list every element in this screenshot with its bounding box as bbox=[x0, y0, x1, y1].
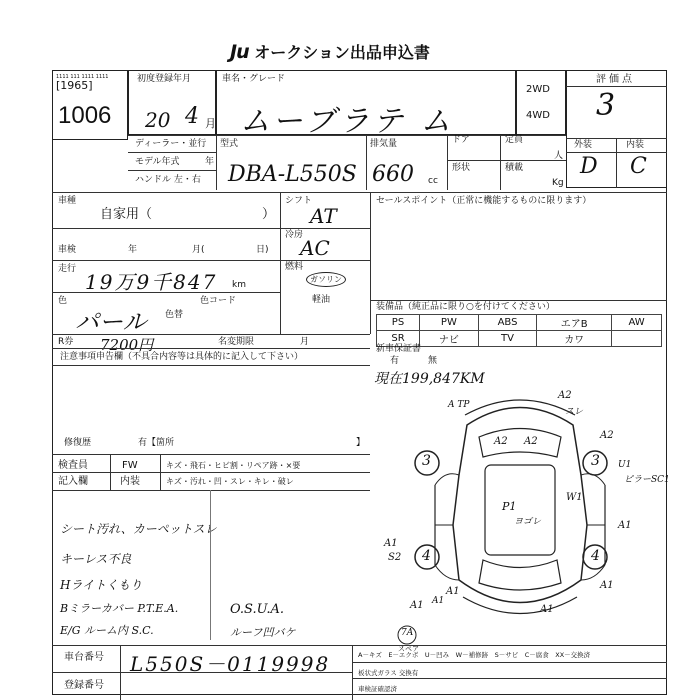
chassis-value: L550S－0119998 bbox=[130, 652, 331, 676]
mark-p1: P1 bbox=[502, 500, 517, 513]
equipment-label: 装備品（純正品に限り○を付けてください） bbox=[376, 302, 555, 312]
tire-fl-value: 3 bbox=[422, 453, 431, 469]
model-label: 型式 bbox=[220, 139, 239, 149]
mark-s2: S2 bbox=[388, 552, 402, 563]
capacity-label: 定員 bbox=[505, 135, 524, 145]
color-label: 色 bbox=[58, 296, 68, 306]
mark-a1-bottom: A1 bbox=[410, 600, 424, 611]
loading-label: 積載 bbox=[505, 163, 524, 173]
registration-label: 初度登録年月 bbox=[137, 74, 192, 84]
legend-row-2: 板状式ガラス 交換有 bbox=[358, 669, 419, 677]
tire-fr-value: 3 bbox=[591, 453, 600, 469]
displacement-value: 660 bbox=[372, 162, 414, 187]
registration-month: 4 bbox=[185, 104, 199, 129]
equip-leather: カワ bbox=[537, 331, 612, 347]
handle-label: ハンドル 左・右 bbox=[135, 175, 201, 185]
shape-label: 形状 bbox=[452, 163, 471, 173]
odometer-note: 現在199,847KM bbox=[374, 371, 485, 387]
cooling-label: 冷房 bbox=[285, 230, 304, 240]
car-name-label: 車名・グレード bbox=[222, 74, 286, 84]
shaken-month-label: 月( bbox=[192, 245, 205, 255]
inspector-fw: FW bbox=[122, 460, 138, 471]
shift-value: AT bbox=[310, 204, 337, 228]
repair-value: 有【箇所 bbox=[138, 438, 175, 448]
remark-line-1: シート汚れ、カーペットスレ bbox=[60, 522, 217, 536]
drive-box bbox=[516, 70, 566, 135]
extra-codes: O.S.U.A. bbox=[230, 602, 285, 617]
drive-4wd: 4WD bbox=[526, 110, 550, 121]
mileage-label: 走行 bbox=[58, 264, 77, 274]
mark-a1-rear: A1 bbox=[600, 580, 614, 591]
mark-a2-sub: スレ bbox=[565, 407, 584, 417]
equip-navi: ナビ bbox=[420, 331, 479, 347]
car-name-value: ムーブラテ ム bbox=[240, 104, 455, 139]
r-ken-label: R券 bbox=[58, 337, 74, 347]
inspector-label: 検査員 bbox=[58, 460, 88, 471]
cooling-value: AC bbox=[300, 236, 330, 260]
model-year-label: モデル年式 bbox=[135, 157, 180, 167]
mark-u1: U1 bbox=[618, 460, 632, 470]
form-title bbox=[230, 40, 430, 63]
remark-line-3: Hライトくもり bbox=[60, 578, 143, 592]
registration-no-label: 登録番号 bbox=[64, 680, 104, 691]
mark-w1: W1 bbox=[566, 492, 583, 503]
mark-atp: A TP bbox=[448, 400, 470, 410]
mark-a1-r2: A1 bbox=[540, 604, 554, 615]
spare-label: スペア bbox=[398, 645, 419, 653]
equip-airbag: エアB bbox=[537, 315, 612, 331]
color-value: パール bbox=[75, 308, 147, 336]
warranty-label: 新車保証書 bbox=[376, 344, 422, 354]
repair-label: 修復歴 bbox=[64, 438, 92, 448]
mark-a1-right: A1 bbox=[618, 520, 632, 531]
displacement-label: 排気量 bbox=[370, 139, 398, 149]
model-year-unit: 年 bbox=[205, 157, 215, 167]
mark-a2-top: A2 bbox=[558, 390, 572, 401]
door-label: ドア bbox=[452, 135, 470, 145]
auction-code: [1965] bbox=[56, 79, 93, 92]
equip-pw: PW bbox=[420, 315, 479, 331]
shaken-year-label: 年 bbox=[128, 245, 138, 255]
fuel-label: 燃料 bbox=[285, 262, 304, 272]
tiny-header-code: 1111 111 1111 1111 bbox=[56, 74, 109, 80]
evaluation-label: 評価点 bbox=[596, 74, 635, 85]
color-code-label: 色コード bbox=[200, 296, 237, 306]
usage-label: 車種 bbox=[58, 196, 77, 206]
ju-logo: Ju bbox=[230, 41, 249, 63]
equip-sr: SR bbox=[377, 331, 420, 347]
transfer-month: 月 bbox=[300, 337, 310, 347]
shaken-label: 車検 bbox=[58, 245, 77, 255]
spare-value: 7A bbox=[401, 628, 414, 638]
mileage-value: 19万9千847 bbox=[85, 270, 218, 294]
legend-row-3: 車検証確認済 bbox=[358, 685, 397, 693]
equip-aw: AW bbox=[612, 315, 662, 331]
color-change-label: 色替 bbox=[165, 310, 184, 320]
remark-line-2: キーレス不良 bbox=[60, 552, 132, 566]
equip-abs: ABS bbox=[478, 315, 536, 331]
warranty-no: 無 bbox=[428, 356, 438, 366]
evaluation-score: 3 bbox=[596, 88, 616, 123]
repair-close: 】 bbox=[356, 438, 366, 448]
dealer-label: ディーラー・並行 bbox=[135, 139, 207, 149]
damage-legend: A－キズ E－エクボ U－凹み W－補修跡 S－サビ C－腐食 XX－交換済 bbox=[358, 651, 591, 659]
inspector-interior: 内装 bbox=[120, 476, 140, 487]
mark-a1-left2: A1 bbox=[432, 596, 445, 606]
equipment-table bbox=[376, 314, 662, 347]
exterior-label: 外装 bbox=[574, 140, 593, 150]
equip-ps: PS bbox=[377, 315, 420, 331]
tire-rr-value: 4 bbox=[591, 548, 600, 564]
mark-a2-side: A2 bbox=[600, 430, 614, 441]
loading-unit: Kg bbox=[552, 178, 564, 188]
transfer-label: 名変期限 bbox=[218, 337, 255, 347]
mark-a1-left: A1 bbox=[446, 586, 460, 597]
capacity-unit: 人 bbox=[554, 151, 564, 161]
fuel-light-oil: 軽油 bbox=[312, 295, 331, 305]
lot-number: 1006 bbox=[58, 102, 112, 129]
mark-a2-right: A2 bbox=[524, 436, 538, 447]
exterior-value: D bbox=[580, 154, 598, 179]
mark-a1-mid: A1 bbox=[384, 538, 398, 549]
sales-point-label: セールスポイント（正常に機能するものに限ります） bbox=[376, 196, 592, 206]
fuel-value: ガソリン bbox=[306, 272, 346, 287]
chassis-label: 車台番号 bbox=[64, 652, 104, 663]
equip-tv: TV bbox=[478, 331, 536, 347]
interior-label: 内装 bbox=[626, 140, 645, 150]
interior-value: C bbox=[630, 154, 647, 179]
remark-line-5: E/G ルーム内 S.C. bbox=[60, 624, 154, 637]
remark-line-4: Bミラーカバー P.T.E.A. bbox=[60, 602, 179, 615]
mark-a2-left: A2 bbox=[494, 436, 508, 447]
shift-label: シフト bbox=[285, 196, 313, 206]
shaken-day-label: 日) bbox=[256, 245, 269, 255]
usage-value: 自家用（ bbox=[100, 207, 153, 222]
warranty-yes: 有 bbox=[390, 356, 400, 366]
mileage-unit: km bbox=[232, 280, 246, 290]
form-title-text: オークション出品申込書 bbox=[254, 43, 430, 62]
drive-2wd: 2WD bbox=[526, 84, 550, 95]
r-ken-value: 7200円 bbox=[100, 336, 154, 354]
notes-label: 注意事項申告欄（不具合内容等は具体的に記入して下さい） bbox=[60, 352, 304, 362]
usage-close: ） bbox=[262, 207, 276, 222]
model-value: DBA-L550S bbox=[228, 162, 357, 187]
mark-yogore: ヨゴレ bbox=[514, 517, 542, 527]
extra-roof: ルーフ凹バケ bbox=[230, 626, 296, 639]
registration-month-unit: 月 bbox=[205, 117, 216, 130]
mark-pillar: ピラーSC1 bbox=[624, 475, 670, 485]
displacement-unit: cc bbox=[428, 176, 438, 186]
interior-items: キズ・汚れ・凹・スレ・キレ・破レ bbox=[166, 477, 294, 486]
fw-items: キズ・飛石・ヒビ割・リペア跡・×要 bbox=[166, 461, 301, 470]
registration-year: 20 bbox=[145, 108, 171, 132]
tire-rl-value: 4 bbox=[422, 548, 431, 564]
fill-label: 記入欄 bbox=[58, 476, 88, 487]
